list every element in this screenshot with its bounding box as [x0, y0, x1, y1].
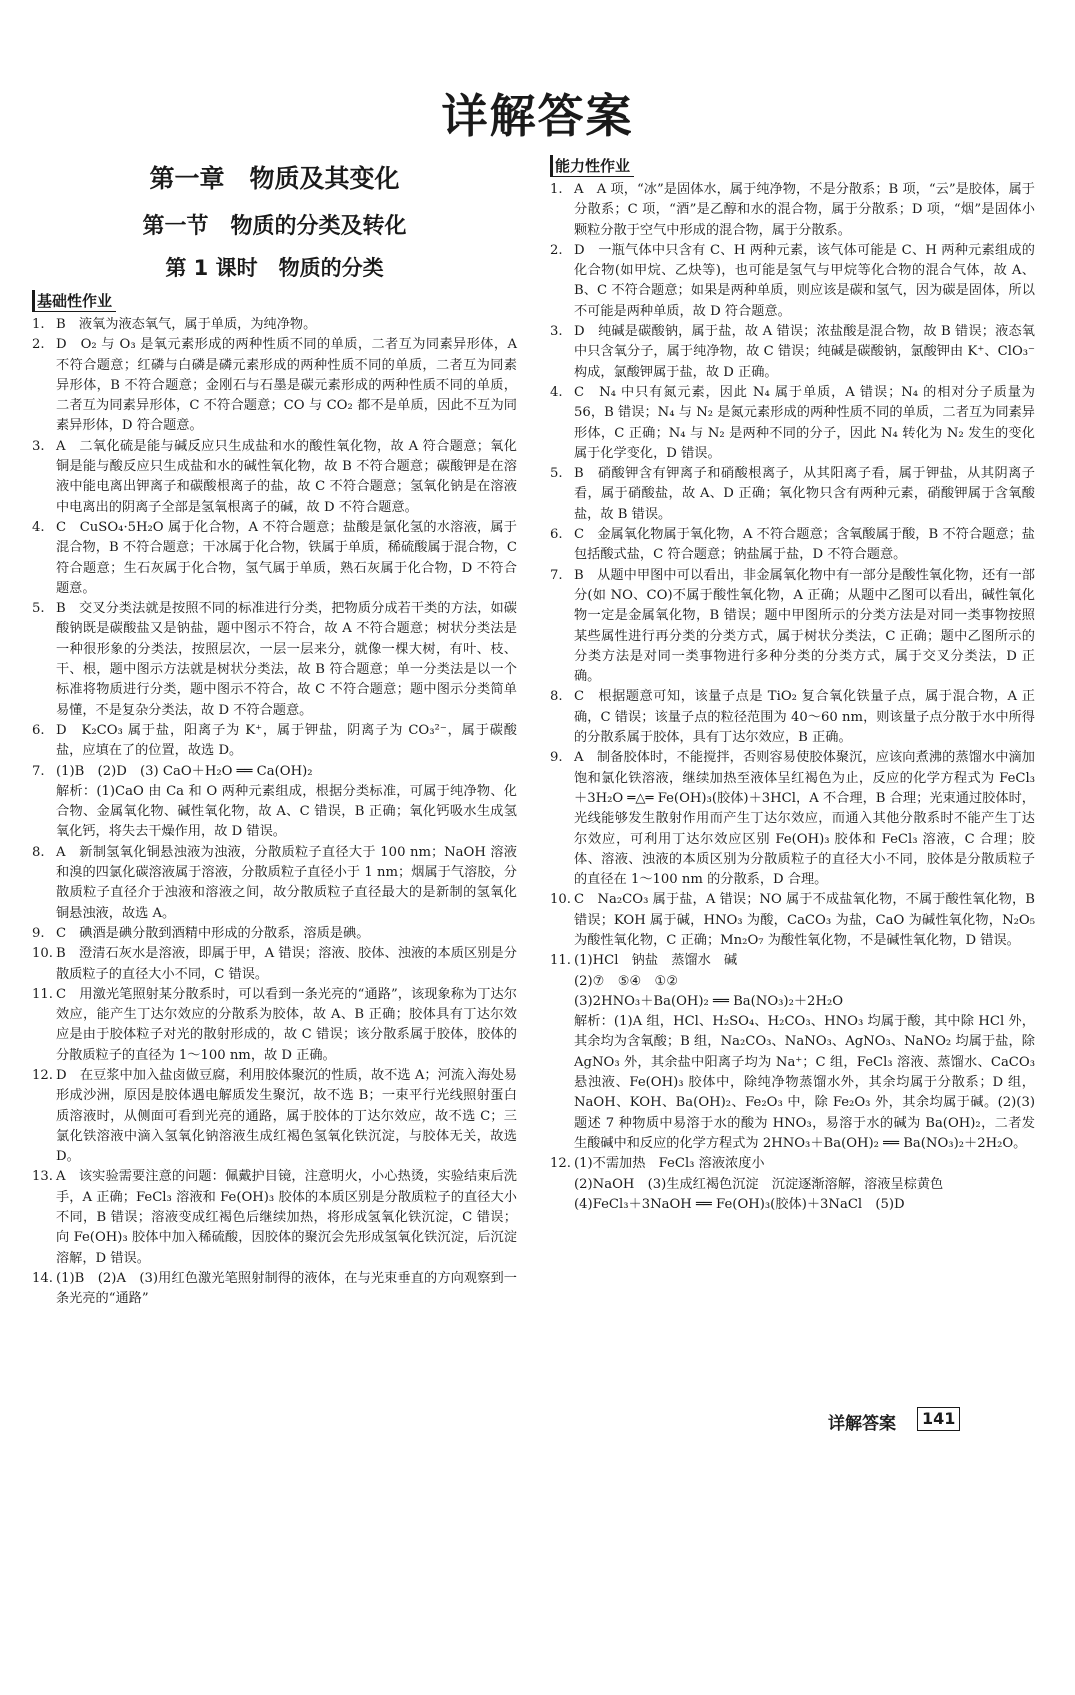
answer-text: C 根据题意可知，该量子点是 TiO₂ 复合氧化铁量子点，属于混合物，A 正确，C 错误；该量子点的粒径范围为 40～60 nm，则该量子点分散于水中所得的分散系属于胶体，具有丁达尔效应，B 正确。 [574, 689, 1035, 746]
answer-item [32, 335, 517, 436]
answer-item [32, 437, 517, 518]
answer-number: 8. [550, 689, 563, 705]
answer-item [550, 1154, 1035, 1174]
answer-item [550, 322, 1035, 383]
answer-item [32, 762, 517, 782]
ability-homework-tag: 能力性作业 [550, 155, 634, 177]
answer-item [550, 180, 1035, 241]
answer-item [32, 721, 517, 762]
answer-number: 4. [32, 519, 45, 535]
answer-number [550, 1175, 574, 1195]
answer-text: D O₂ 与 O₃ 是氧元素形成的两种性质不同的单质，二者互为同素异形体，A 不符合题意；红磷与白磷是磷元素形成的两种性质不同的单质，二者互为同素异形体，B 不符合题意；金刚石与石墨是碳元素形成的两种性质不同的单质，二者互为同素异形体，C 不符合题意；CO 与 CO₂ 都不是单质，因此不互为同素异形体，D 符合题意。 [56, 337, 517, 434]
answer-text: C 用激光笔照射某分散系时，可以看到一条光亮的“通路”，该现象称为丁达尔效应，能产生丁达尔效应的分散系为胶体，故 A、B 正确；胶体具有丁达尔效应是由于胶体粒子对光的散射形成的，故 C 错误；该分散系属于胶体，胶体的分散质粒子的直径为 1～100 nm，故 D 正确。 [56, 986, 517, 1063]
answer-text: C 金属氧化物属于氧化物，A 不符合题意；含氧酸属于酸，B 不符合题意；盐包括酸式盐，C 符合题意；钠盐属于盐，D 不符合题意。 [574, 527, 1035, 563]
chapter-heading: 第一章 物质及其变化 [149, 164, 400, 193]
answer-number: 12. [550, 1156, 571, 1172]
answer-number: 3. [550, 324, 563, 340]
answer-item [550, 972, 1035, 992]
answer-text: D 一瓶气体中只含有 C、H 两种元素，该气体可能是 C、H 两种元素组成的化合物(如甲烷、乙炔等)，也可能是氢气与甲烷等化合物的混合气体，故 A、B、C 不符合题意；如果是两种单质，则应该是碳和氢气，因为碳是固体，所以不可能是两种单质，故 D 符合题意。 [574, 242, 1035, 319]
answer-item [550, 890, 1035, 951]
answer-item [32, 843, 517, 924]
answer-item [550, 748, 1035, 890]
answer-item [550, 241, 1035, 322]
answer-text: B 从题中甲图中可以看出，非金属氧化物中有一部分是酸性氧化物，还有一部分(如 NO、CO)不属于酸性氧化物，A 正确；从题中乙图可以看出，碱性氧化物一定是金属氧化物，B 错误；题中甲图所示的分类方法是对同一类事物按照某些属性进行再分类的分类方式，属于树状分类法，C 正确；题中乙图所示的分类方法是对同一类事物进行多种分类的分类方式，属于交叉分类法，D 正确。 [574, 567, 1035, 685]
answer-item [32, 782, 517, 843]
right-column [550, 155, 1035, 1215]
answer-text: B 硝酸钾含有钾离子和硝酸根离子，从其阳离子看，属于钾盐，从其阴离子看，属于硝酸盐，故 A、D 正确；氧化物只含有两种元素，硝酸钾属于含氧酸盐，故 B 错误。 [574, 466, 1035, 522]
answer-item [32, 1066, 517, 1167]
answer-number [550, 972, 574, 992]
answer-number: 11. [32, 986, 53, 1002]
answer-item [32, 518, 517, 599]
answer-text: A 该实验需要注意的问题：佩戴护目镜，注意明火，小心热烫，实验结束后洗手，A 正确；FeCl₃ 溶液和 Fe(OH)₃ 胶体的本质区别是分散质粒子的直径大小不同，B 错误；溶液变成红褐色后继续加热，将形成氢氧化铁沉淀，C 错误；向 Fe(OH)₃ 胶体中加入稀硫酸，因胶体的聚沉会先形成氢氧化铁沉淀，后沉淀溶解，D 错误。 [56, 1169, 517, 1266]
answer-item [550, 687, 1035, 748]
answer-number: 1. [550, 182, 563, 197]
answer-text: D K₂CO₃ 属于盐，阳离子为 K⁺，属于钾盐，阴离子为 CO₃²⁻，属于碳酸盐，应填在了的位置，故选 D。 [56, 722, 517, 759]
answer-number: 13. [32, 1169, 53, 1185]
answer-number: 2. [32, 337, 45, 353]
answer-number [550, 992, 574, 1012]
answer-number: 5. [32, 601, 45, 617]
answer-text: (1)B (2)A (3)用红色激光笔照射制得的液体，在与光束垂直的方向观察到一条光亮的“通路” [56, 1270, 517, 1307]
answer-number: 1. [32, 317, 45, 332]
answer-number: 4. [550, 384, 563, 400]
answer-number: 5. [550, 466, 563, 482]
answer-number: 8. [32, 844, 45, 860]
answer-text: 解析：(1)A 组，HCl、H₂SO₄、H₂CO₃、HNO₃ 均属于酸，其中除 HCl 外，其余均为含氧酸；B 组，Na₂CO₃、NaNO₃、AgNO₃、NaNO₂ 均属于盐，除 AgNO₃ 外，其余盐中阳离子均为 Na⁺；C 组，FeCl₃ 溶液、蒸馏水、CaCO₃ 悬浊液、Fe(OH)₃ 胶体中，除纯净物蒸馏水外，其余均属于分散系；D 组，NaOH、KOH、Ba(OH)₂、Fe₂O₃ 中，除 Fe₂O₃ 外，其余均属于碱。(2)(3)题述 7 种物质中易溶于水的酸为 HNO₃，易溶于水的碱为 Ba(OH)₂，二者发生酸碱中和反应的化学方程式为 2HNO₃＋Ba(OH)₂ ══ Ba(NO₃)₂＋2H₂O。 [574, 1014, 1035, 1151]
answer-number: 11. [550, 953, 571, 969]
answer-number [550, 1195, 574, 1215]
left-column [32, 155, 517, 1310]
answer-number: 12. [32, 1067, 53, 1083]
answer-text: C Na₂CO₃ 属于盐，A 错误；NO 属于不成盐氧化物，不属于酸性氧化物，B 错误；KOH 属于碱，HNO₃ 为酸，CaCO₃ 为盐，CaO 为碱性氧化物，N₂O₅ 为酸性氧化物，C 正确；Mn₂O₇ 为酸性氧化物，不是碱性氧化物，D 错误。 [574, 892, 1035, 948]
answer-text: A 制备胶体时，不能搅拌，否则容易使胶体聚沉，应该向煮沸的蒸馏水中滴加饱和氯化铁溶液，继续加热至液体呈红褐色为止，反应的化学方程式为 FeCl₃＋3H₂O ═△═ Fe(OH)₃(胶体)＋3HCl，A 不合理，B 合理；光束通过胶体时，光线能够发生散射作用而产生丁达尔效应，而通入其他分散系时不能产生丁达尔效应，可利用丁达尔效应区别 Fe(OH)₃ 胶体和 FeCl₃ 溶液，C 合理；胶体、溶液、浊液的本质区别为分散质粒子的直径大小不同，胶体是分散质粒子的直径在 1～100 nm 的分散系，D 合理。 [574, 750, 1035, 888]
footer-label: 详解答案 [828, 1414, 896, 1434]
answer-number: 10. [550, 892, 571, 908]
answer-text: (2)⑦ ⑤④ ①② [574, 973, 679, 989]
answer-number: 9. [550, 750, 563, 766]
answer-item [550, 566, 1035, 688]
answer-number: 9. [32, 925, 45, 941]
answer-item [550, 1175, 1035, 1195]
answer-number: 6. [32, 722, 45, 738]
section-heading: 第一节 物质的分类及转化 [142, 214, 407, 239]
answer-text: B 液氧为液态氧气，属于单质，为纯净物。 [56, 317, 317, 332]
page-title: 详解答案 [441, 89, 634, 143]
answer-number: 6. [550, 527, 563, 543]
answer-text: B 交叉分类法就是按照不同的标准进行分类，把物质分成若干类的方法，如碳酸钠既是碳酸盐又是钠盐，题中图示不符合，故 A 不符合题意；树状分类法是一种很形象的分类法，按照层次，一层一层来分，就像一棵大树，有叶、枝、干、根，题中图示方法就是树状分类法，故 B 符合题意；单一分类法是以一个标准将物质进行分类，题中图示不符合，故 C 不符合题意；题中图示分类简单易懂，不是复杂分类法，故 D 不符合题意。 [56, 601, 517, 718]
answer-item [32, 1167, 517, 1268]
answer-text: (1)不需加热 FeCl₃ 溶液浓度小 [574, 1156, 765, 1172]
answer-item [550, 525, 1035, 566]
answer-item [550, 1195, 1035, 1215]
answer-number: 14. [32, 1270, 53, 1286]
answer-text: D 在豆浆中加入盐卤做豆腐，利用胶体聚沉的性质，故不选 A；河流入海处易形成沙洲，原因是胶体遇电解质发生聚沉，故不选 B；一束平行光线照射蛋白质溶液时，从侧面可看到光亮的通路，属于胶体的丁达尔效应，故不选 C；三氯化铁溶液中滴入氢氧化钠溶液生成红褐色氢氧化铁沉淀，与胶体无关，故选 D。 [56, 1067, 517, 1165]
answer-number [550, 1012, 574, 1154]
answer-item [32, 1269, 517, 1310]
lesson-heading: 第 1 课时 物质的分类 [165, 256, 384, 280]
answer-number: 7. [550, 567, 563, 583]
basic-homework-tag: 基础性作业 [32, 290, 116, 312]
answer-number [32, 782, 56, 843]
answer-text: C 碘酒是碘分散到酒精中形成的分散系，溶质是碘。 [56, 925, 370, 941]
answer-text: A 二氧化硫是能与碱反应只生成盐和水的酸性氧化物，故 A 符合题意；氧化铜是能与酸反应只生成盐和水的碱性氧化物，故 B 不符合题意；碳酸钾是在溶液中能电离出钾离子和碳酸根离子的盐，故 C 不符合题意；氢氧化钠是在溶液中电离出的阴离子全部是氢氧根离子的碱，故 D 不符合题意。 [56, 438, 517, 515]
answer-number: 3. [32, 438, 45, 454]
answer-text: D 纯碱是碳酸钠，属于盐，故 A 错误；浓盐酸是混合物，故 B 错误；液态氧中只含氧分子，属于纯净物，故 C 错误；纯碱是碳酸钠，氯酸钾由 K⁺、ClO₃⁻ 构成，氯酸钾属于盐，故 D 正确。 [574, 324, 1035, 380]
answer-item [550, 464, 1035, 525]
answer-item [32, 924, 517, 944]
answer-item [550, 383, 1035, 464]
ability-answer-list [550, 180, 1035, 1215]
answer-number: 10. [32, 946, 53, 962]
page-number: 141 [917, 1407, 960, 1431]
answer-item [32, 315, 517, 335]
answer-item [550, 992, 1035, 1012]
answer-text: (1)B (2)D (3) CaO＋H₂O ══ Ca(OH)₂ [56, 763, 313, 779]
answer-text: C N₄ 中只有氮元素，因此 N₄ 属于单质，A 错误；N₄ 的相对分子质量为 56，B 错误；N₄ 与 N₂ 是氮元素形成的两种性质不同的单质，二者互为同素异形体，C 正确；N₄ 与 N₂ 是两种不同的分子，因此 N₄ 转化为 N₂ 发生的变化属于化学变化，D 错误。 [574, 384, 1035, 461]
answer-item [32, 944, 517, 985]
answer-text: (2)NaOH (3)生成红褐色沉淀 沉淀逐渐溶解，溶液呈棕黄色 [574, 1176, 944, 1192]
answer-item [32, 599, 517, 721]
answer-text: B 澄清石灰水是溶液，即属于甲，A 错误；溶液、胶体、浊液的本质区别是分散质粒子的直径大小不同，C 错误。 [56, 946, 517, 982]
answer-item [550, 951, 1035, 971]
answer-text: (4)FeCl₃＋3NaOH ══ Fe(OH)₃(胶体)＋3NaCl (5)D [574, 1196, 905, 1212]
answer-text: 解析：(1)CaO 由 Ca 和 O 两种元素组成，根据分类标准，可属于纯净物、化合物、金属氧化物、碱性氧化物，故 A、C 错误，B 正确；氧化钙吸水生成氢氧化钙，将失去干燥作用，故 D 错误。 [56, 783, 517, 840]
answer-number: 7. [32, 763, 45, 779]
answer-text: (1)HCl 钠盐 蒸馏水 碱 [574, 953, 738, 969]
answer-item [550, 1012, 1035, 1154]
answer-text: A A 项，“冰”是固体水，属于纯净物，不是分散系；B 项，“云”是胶体，属于分散系；C 项，“酒”是乙醇和水的混合物，属于分散系；D 项，“烟”是固体小颗粒分散于空气中形成的混合物，属于分散系。 [574, 182, 1035, 238]
basic-answer-list [32, 315, 517, 1310]
answer-text: A 新制氢氧化铜悬浊液为浊液，分散质粒子直径大于 100 nm；NaOH 溶液和溴的四氯化碳溶液属于溶液，分散质粒子直径小于 1 nm；烟属于气溶胶，分散质粒子直径介于浊液和溶液之间，故分散质粒子直径最大的是新制的氢氧化铜悬浊液，故选 A。 [56, 844, 517, 921]
answer-item [32, 985, 517, 1066]
answer-text: (3)2HNO₃＋Ba(OH)₂ ══ Ba(NO₃)₂＋2H₂O [574, 993, 844, 1009]
answer-text: C CuSO₄·5H₂O 属于化合物，A 不符合题意；盐酸是氯化氢的水溶液，属于混合物，B 不符合题意；干冰属于化合物，铁属于单质，稀硫酸属于混合物，C 符合题意；生石灰属于化合物，氢气属于单质，熟石灰属于化合物，D 不符合题意。 [56, 519, 517, 596]
answer-number: 2. [550, 242, 563, 258]
